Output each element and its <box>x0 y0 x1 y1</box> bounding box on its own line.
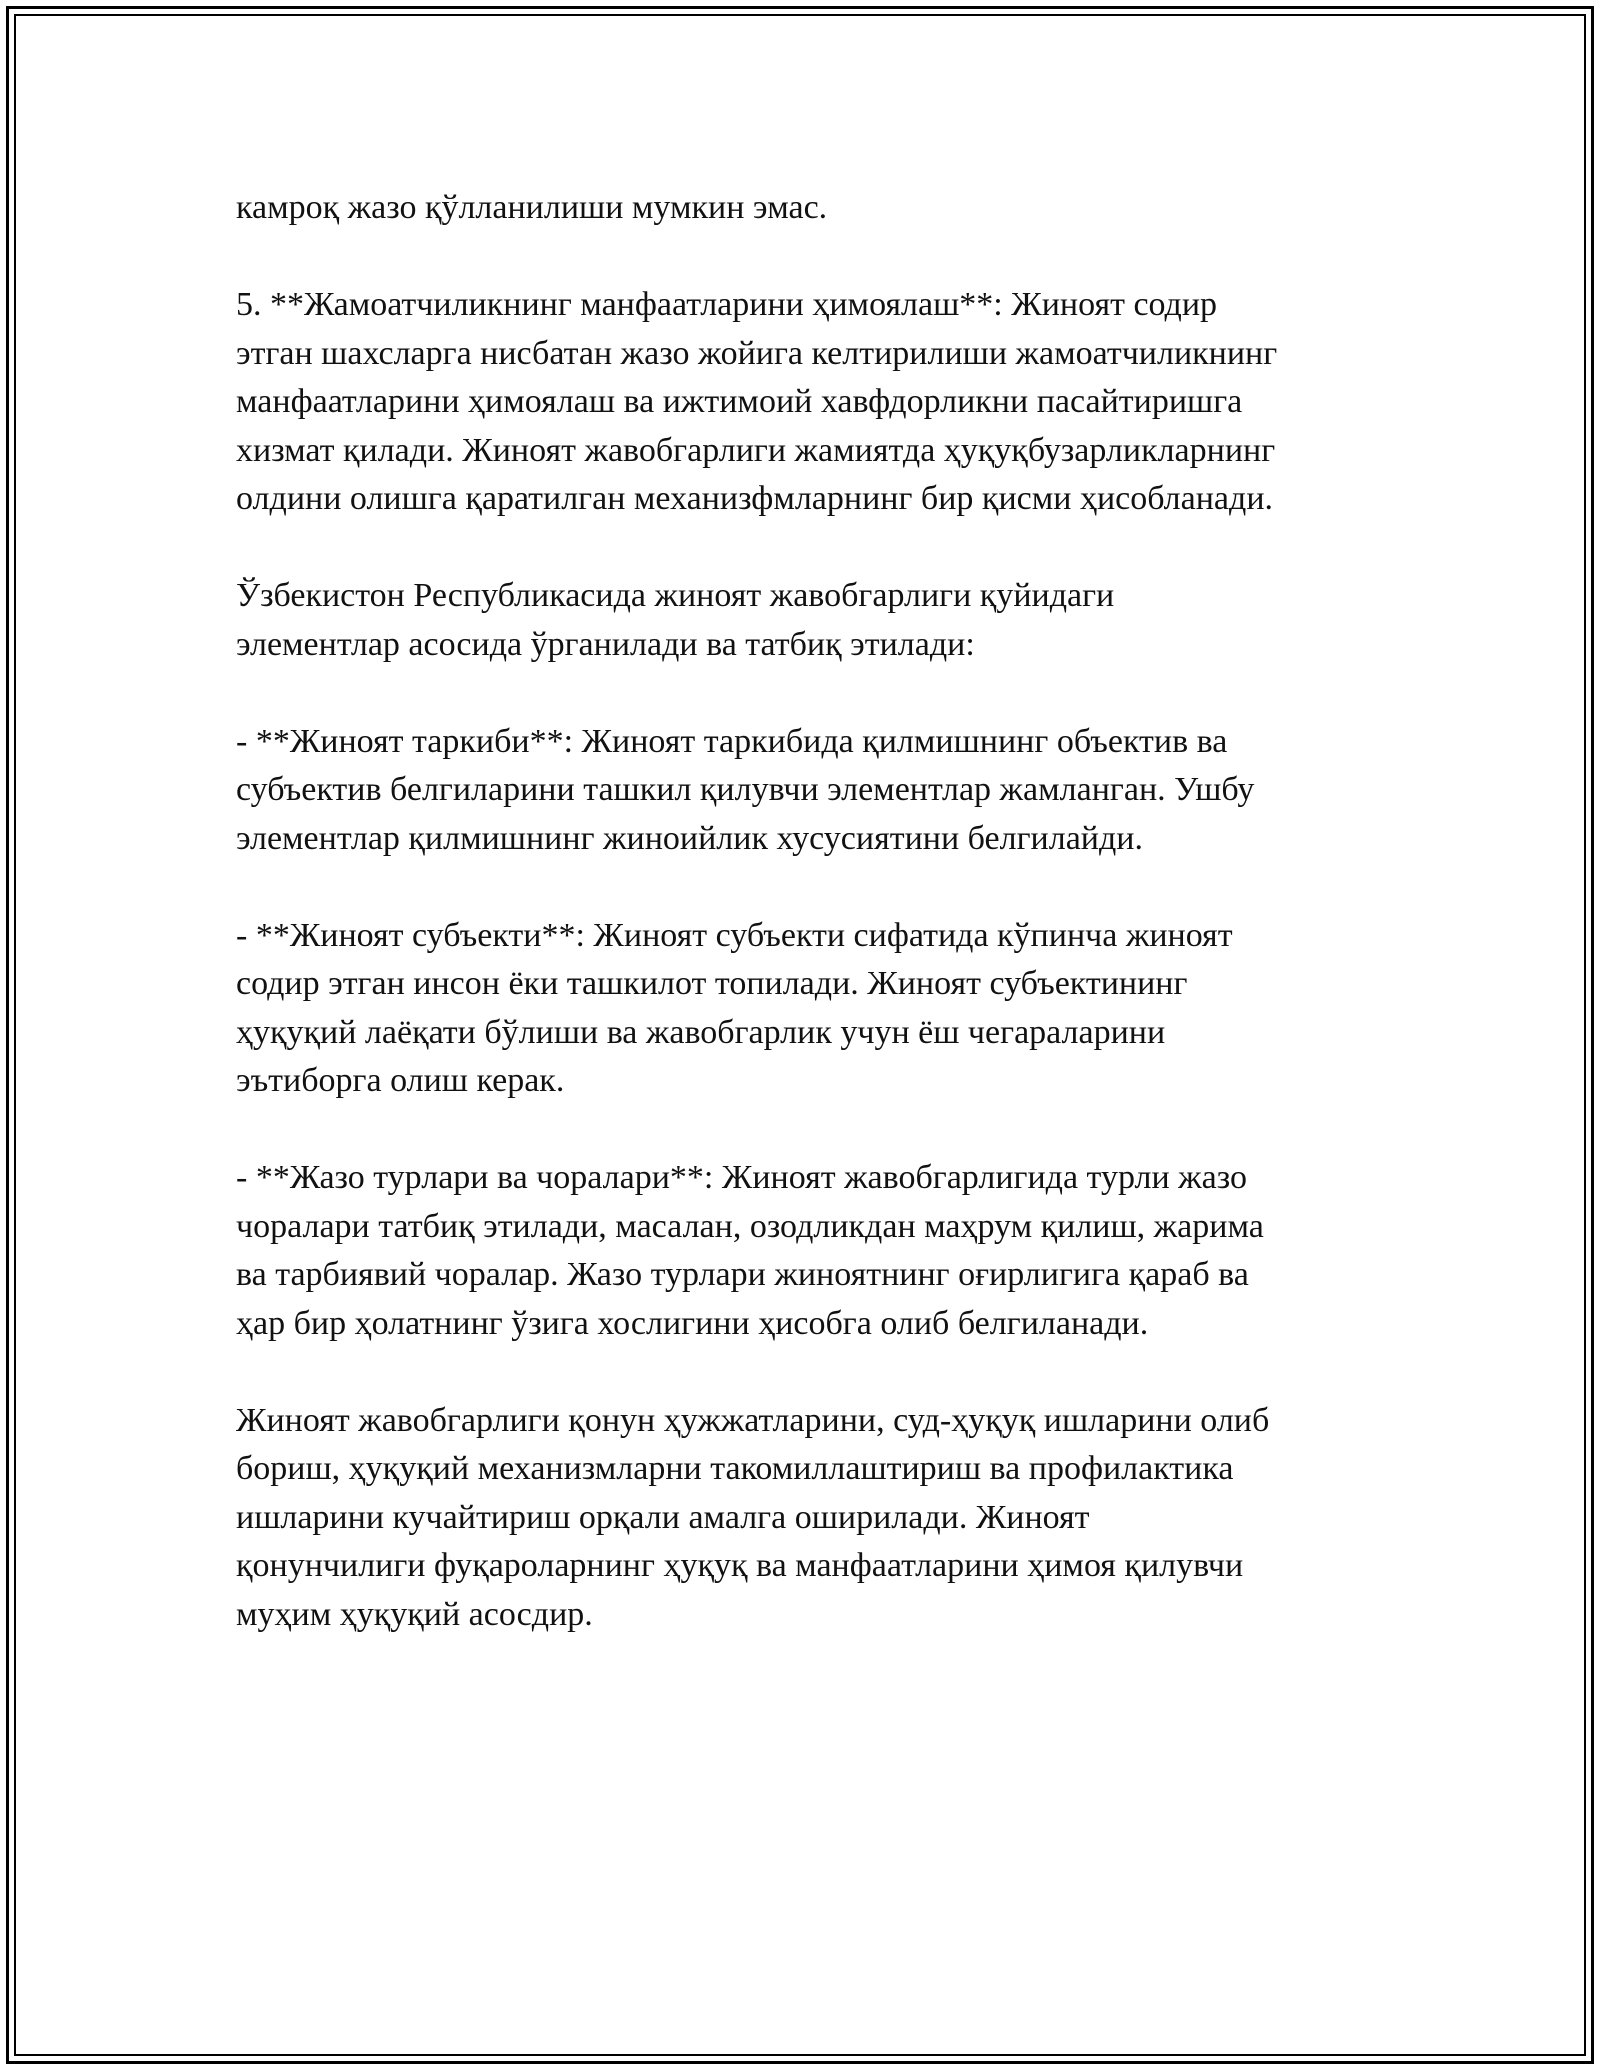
text-line: манфаатларини ҳимоялаш ва ижтимоий хавфдорликни пасайтиришга <box>236 383 1243 420</box>
text-line: қонунчилиги фуқароларнинг ҳуқуқ ва манфаатларини ҳимоя қилувчи <box>236 1547 1244 1584</box>
text-line: Жиноят жавобгарлиги қонун ҳужжатларини, суд-ҳуқуқ ишларини олиб <box>236 1401 1270 1439</box>
text-line: - **Жазо турлари ва чоралари**: Жиноят жавобгарлигида турли жазо <box>236 1159 1247 1196</box>
text-line: - **Жиноят таркиби**: Жиноят таркибида қилмишнинг объектив ва <box>236 722 1228 760</box>
text-line: ишларини кучайтириш орқали амалга оширилади. Жиноят <box>236 1498 1090 1536</box>
paragraph-4 <box>236 718 1396 864</box>
paragraph-5 <box>236 912 1396 1106</box>
text-line: камроқ жазо қўлланилиши мумкин эмас. <box>236 189 828 226</box>
text-line: субъектив белгиларини ташкил қилувчи элементлар жамланган. Ушбу <box>236 771 1255 808</box>
text-line: ва тарбиявий чоралар. Жазо турлари жиноятнинг оғирлигига қараб ва <box>236 1256 1249 1293</box>
text-line: муҳим ҳуқуқий асосдир. <box>236 1595 593 1633</box>
paragraph-2 <box>236 281 1396 524</box>
text-line: - **Жиноят субъекти**: Жиноят субъекти сифатида кўпинча жиноят <box>236 916 1233 954</box>
text-line: 5. **Жамоатчиликнинг манфаатларини ҳимоялаш**: Жиноят содир <box>236 286 1218 323</box>
text-line: этган шахсларга нисбатан жазо жойига келтирилиши жамоатчиликнинг <box>236 334 1278 372</box>
text-line: содир этган инсон ёки ташкилот топилади. Жиноят субъектининг <box>236 965 1188 1002</box>
text-line: олдини олишга қаратилган механизфмларнинг бир қисми ҳисобланади. <box>236 480 1274 517</box>
text-line: Ўзбекистон Республикасида жиноят жавобгарлиги қуйидаги <box>236 577 1115 614</box>
paragraph-6 <box>236 1154 1396 1348</box>
text-line: ҳар бир ҳолатнинг ўзига хослигини ҳисобга олиб белгиланади. <box>236 1304 1149 1342</box>
paragraph-7 <box>236 1397 1396 1640</box>
document-body <box>236 184 1396 1688</box>
text-line: бориш, ҳуқуқий механизмларни такомиллаштириш ва профилактика <box>236 1450 1234 1487</box>
text-line: элементлар асосида ўрганилади ва татбиқ этилади: <box>236 625 975 663</box>
text-line: хизмат қилади. Жиноят жавобгарлиги жамиятда ҳуқуқбузарликларнинг <box>236 431 1276 469</box>
text-line: эътиборга олиш керак. <box>236 1062 565 1099</box>
text-line: чоралари татбиқ этилади, масалан, озодликдан маҳрум қилиш, жарима <box>236 1207 1264 1245</box>
paragraph-3 <box>236 572 1396 669</box>
text-line: элементлар қилмишнинг жиноийлик хусусиятини белгилайди. <box>236 819 1143 857</box>
text-line: ҳуқуқий лаёқати бўлиши ва жавобгарлик учун ёш чегараларини <box>236 1013 1166 1051</box>
paragraph-1 <box>236 184 1396 233</box>
